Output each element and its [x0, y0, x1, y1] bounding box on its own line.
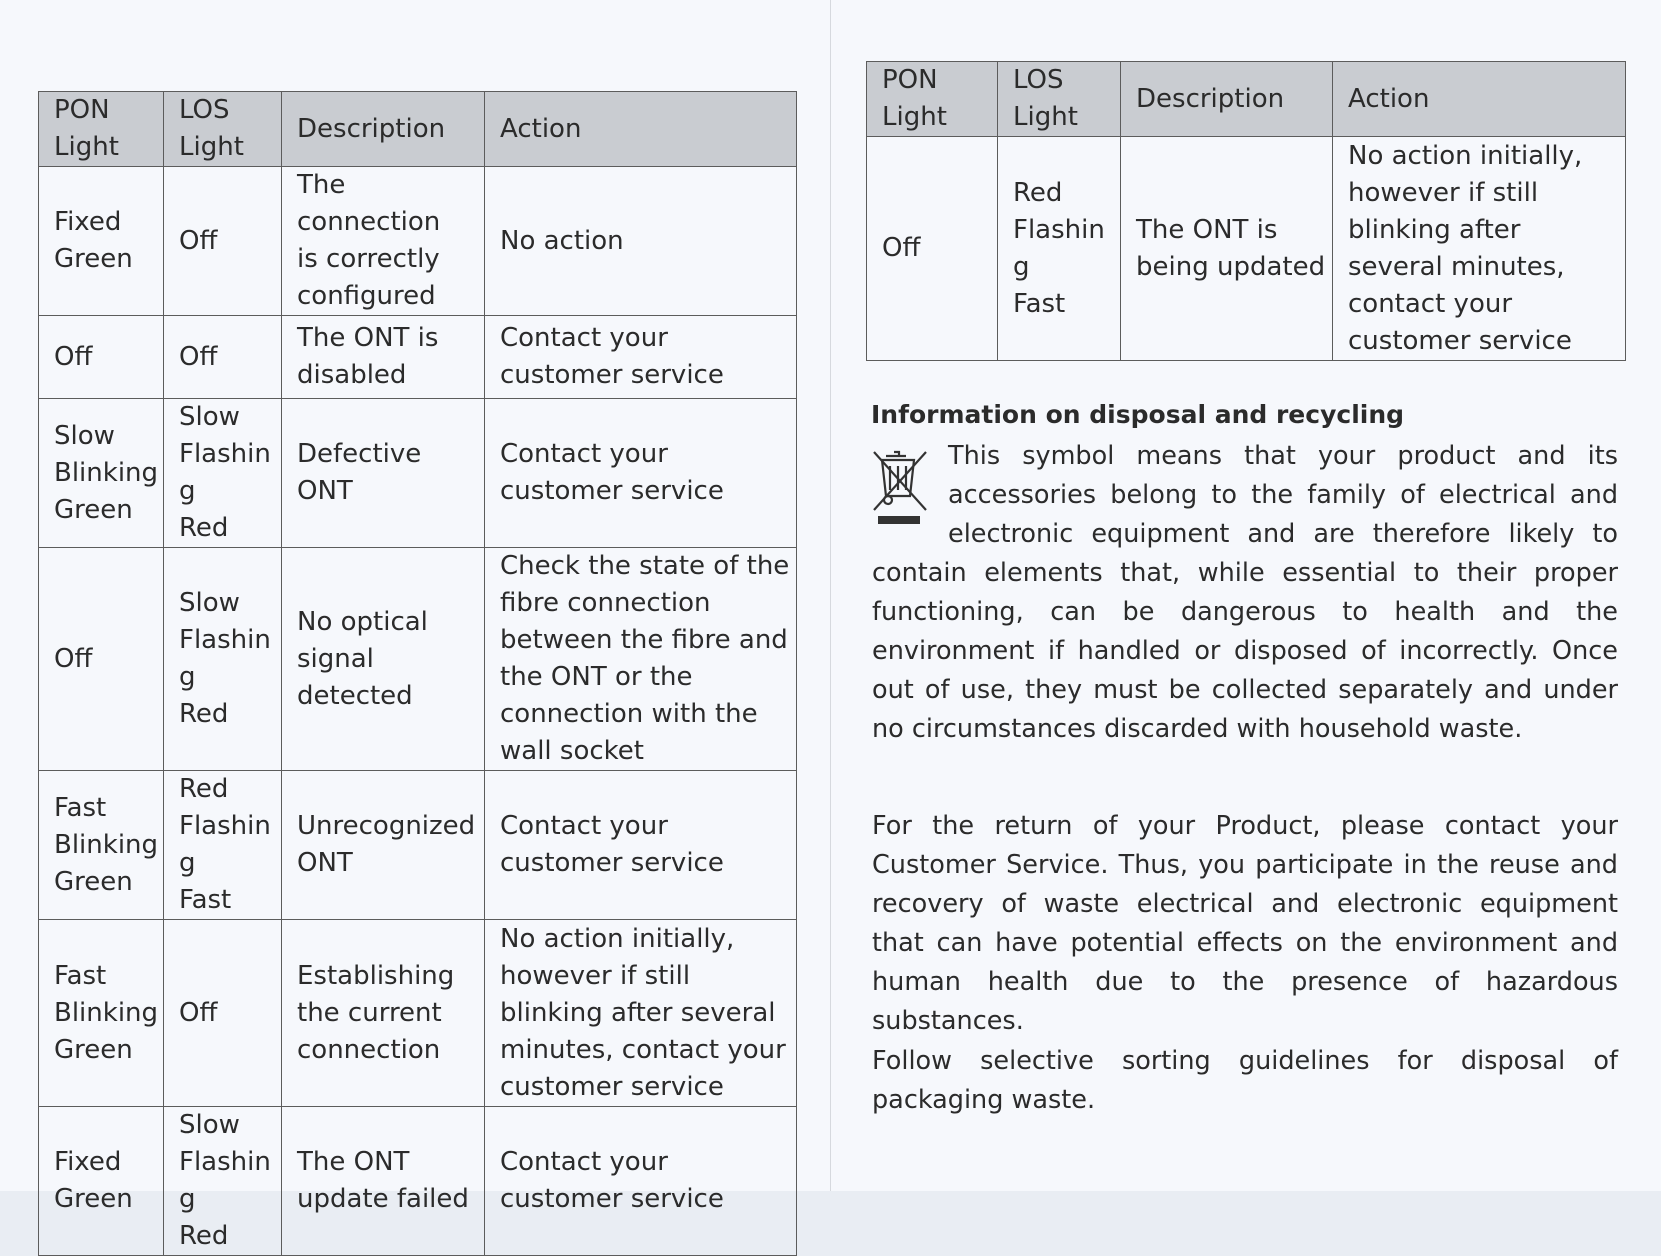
table-row — [39, 316, 797, 399]
los-cell: Red Flashing Fast — [164, 771, 282, 920]
los-cell: Off — [164, 920, 282, 1107]
pon-cell: Off — [39, 548, 164, 771]
header-los-light: LOS Light — [998, 62, 1121, 137]
description-cell: Defective ONT — [282, 399, 485, 548]
header-los-light: LOS Light — [164, 92, 282, 167]
action-cell: Contact your customer service — [485, 399, 797, 548]
los-cell: Off — [164, 316, 282, 399]
pon-cell: Fixed Green — [39, 1107, 164, 1256]
table-row — [39, 167, 797, 316]
los-cell: Off — [164, 167, 282, 316]
table-header-row — [39, 92, 797, 167]
header-pon-light: PON Light — [867, 62, 998, 137]
left-page — [0, 0, 831, 1251]
disposal-paragraph-1-text: This symbol means that your product and its accessories belong to the family of electrical and electronic equipment and are therefore likely to contain elements that, while essential to their proper functioning, can be dangerous to health and the environment if handled or disposed of incorrectly. Once out of use, they must be collected separately and under no circumstances discarded with household waste. — [872, 437, 1618, 749]
header-action: Action — [1333, 62, 1626, 137]
table-row — [867, 137, 1626, 361]
description-cell: Establishing the current connection — [282, 920, 485, 1107]
led-status-table — [38, 91, 797, 1256]
header-description: Description — [282, 92, 485, 167]
pon-cell: Fast Blinking Green — [39, 920, 164, 1107]
description-cell: The ONT is being updated — [1121, 137, 1333, 361]
table-row — [39, 548, 797, 771]
los-cell: Slow Flashing Red — [164, 399, 282, 548]
pon-cell: Fixed Green — [39, 167, 164, 316]
pon-cell: Slow Blinking Green — [39, 399, 164, 548]
header-description: Description — [1121, 62, 1333, 137]
description-cell: The ONT update failed — [282, 1107, 485, 1256]
description-cell: No optical signal detected — [282, 548, 485, 771]
action-cell: Check the state of the fibre connection between the fibre and the ONT or the connection with the wall socket — [485, 548, 797, 771]
table-row — [39, 920, 797, 1107]
action-cell: No action initially, however if still blinking after several minutes, contact your customer service — [485, 920, 797, 1107]
description-cell: Unrecognized ONT — [282, 771, 485, 920]
table-row — [39, 1107, 797, 1256]
disposal-paragraph-2: For the return of your Product, please contact your Customer Service. Thus, you participate in the reuse and recovery of waste electrical and electronic equipment that can have potential effects on the environment and human health due to the presence of hazardous substances. — [872, 811, 1618, 1036]
los-cell: Slow Flashing Red — [164, 548, 282, 771]
disposal-heading: Information on disposal and recycling — [871, 400, 1405, 429]
disposal-paragraph-3: Follow selective sorting guidelines for disposal of packaging waste. — [872, 1046, 1618, 1115]
description-cell: The connection is correctly configured — [282, 167, 485, 316]
action-cell: No action — [485, 167, 797, 316]
los-cell: Slow Flashing Red — [164, 1107, 282, 1256]
los-cell: Red Flashing Fast — [998, 137, 1121, 361]
pon-cell: Fast Blinking Green — [39, 771, 164, 920]
led-status-table-continued — [866, 61, 1626, 361]
action-cell: Contact your customer service — [485, 1107, 797, 1256]
description-cell: The ONT is disabled — [282, 316, 485, 399]
icon-wrap-spacer — [872, 437, 948, 549]
pon-cell: Off — [867, 137, 998, 361]
table-row — [39, 771, 797, 920]
disposal-paragraph-1 — [872, 437, 1618, 749]
pon-cell: Off — [39, 316, 164, 399]
header-action: Action — [485, 92, 797, 167]
table-row — [39, 399, 797, 548]
action-cell: No action initially, however if still blinking after several minutes, contact your customer service — [1333, 137, 1626, 361]
header-pon-light: PON Light — [39, 92, 164, 167]
action-cell: Contact your customer service — [485, 771, 797, 920]
table-header-row — [867, 62, 1626, 137]
action-cell: Contact your customer service — [485, 316, 797, 399]
